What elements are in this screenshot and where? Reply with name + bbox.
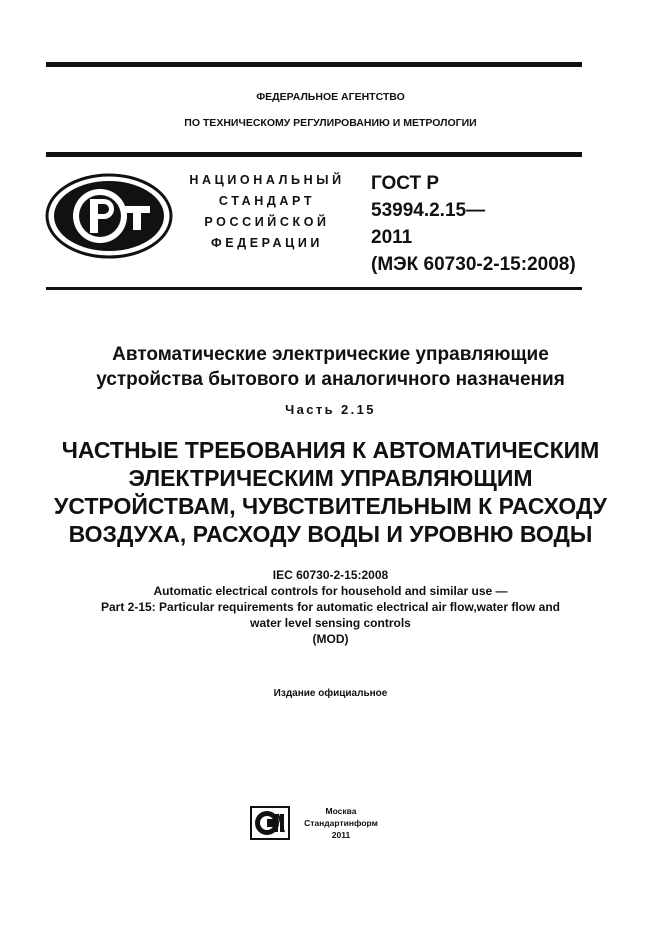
agency-line-2: ПО ТЕХНИЧЕСКОМУ РЕГУЛИРОВАНИЮ И МЕТРОЛОГИИ [184,117,477,129]
iec-line-2: Automatic electrical controls for household and similar use — [153,584,508,598]
publisher-name: Стандартинформ [304,818,378,828]
document-title [0,342,661,392]
top-rule [46,62,582,67]
standartinform-logo-icon [250,806,290,840]
edition-label: Издание официальное [273,688,388,699]
title-line-1: Автоматические электрические управляющие [112,344,549,365]
iec-line-3: Part 2-15: Particular requirements for automatic electrical air flow,water flow and [100,600,561,614]
subtitle-line-3: УСТРОЙСТВАМ, ЧУВСТВИТЕЛЬНЫМ К РАСХОДУ [54,493,607,519]
standard-label-line: РОССИЙСКОЙ [204,215,330,229]
subtitle-line-4: ВОЗДУХА, РАСХОДУ ВОДЫ И УРОВНЮ ВОДЫ [68,521,593,547]
standard-label [178,170,356,254]
gost-r-logo-icon [44,172,174,260]
agency-line-1: ФЕДЕРАЛЬНОЕ АГЕНТСТВО [256,91,405,103]
iec-reference [0,567,661,647]
standard-label-line: НАЦИОНАЛЬНЫЙ [189,173,345,187]
part-label: Часть 2.15 [285,402,376,417]
publisher-year: 2011 [331,830,351,840]
iec-line-5: (MOD) [312,632,349,646]
standard-label-line: ФЕДЕРАЦИИ [210,236,323,250]
gost-line-2: 53994.2.15— [371,200,486,221]
header-bottom-rule [46,287,582,290]
gost-designation [371,170,576,278]
title-line-2: устройства бытового и аналогичного назначения [96,369,565,390]
iec-line-4: water level sensing controls [250,616,411,630]
publisher-city: Москва [325,806,357,816]
subtitle-line-2: ЭЛЕКТРИЧЕСКИМ УПРАВЛЯЮЩИМ [128,465,533,491]
gost-line-4: (МЭК 60730-2-15:2008) [371,254,576,275]
iec-line-1: IEC 60730-2-15:2008 [272,568,389,582]
document-subtitle [0,436,661,548]
publisher-info [298,805,384,841]
subtitle-line-1: ЧАСТНЫЕ ТРЕБОВАНИЯ К АВТОМАТИЧЕСКИМ [61,437,600,463]
standard-label-line: СТАНДАРТ [218,194,316,208]
header-rule [46,152,582,157]
gost-line-3: 2011 [371,227,413,248]
gost-line-1: ГОСТ Р [371,173,440,194]
